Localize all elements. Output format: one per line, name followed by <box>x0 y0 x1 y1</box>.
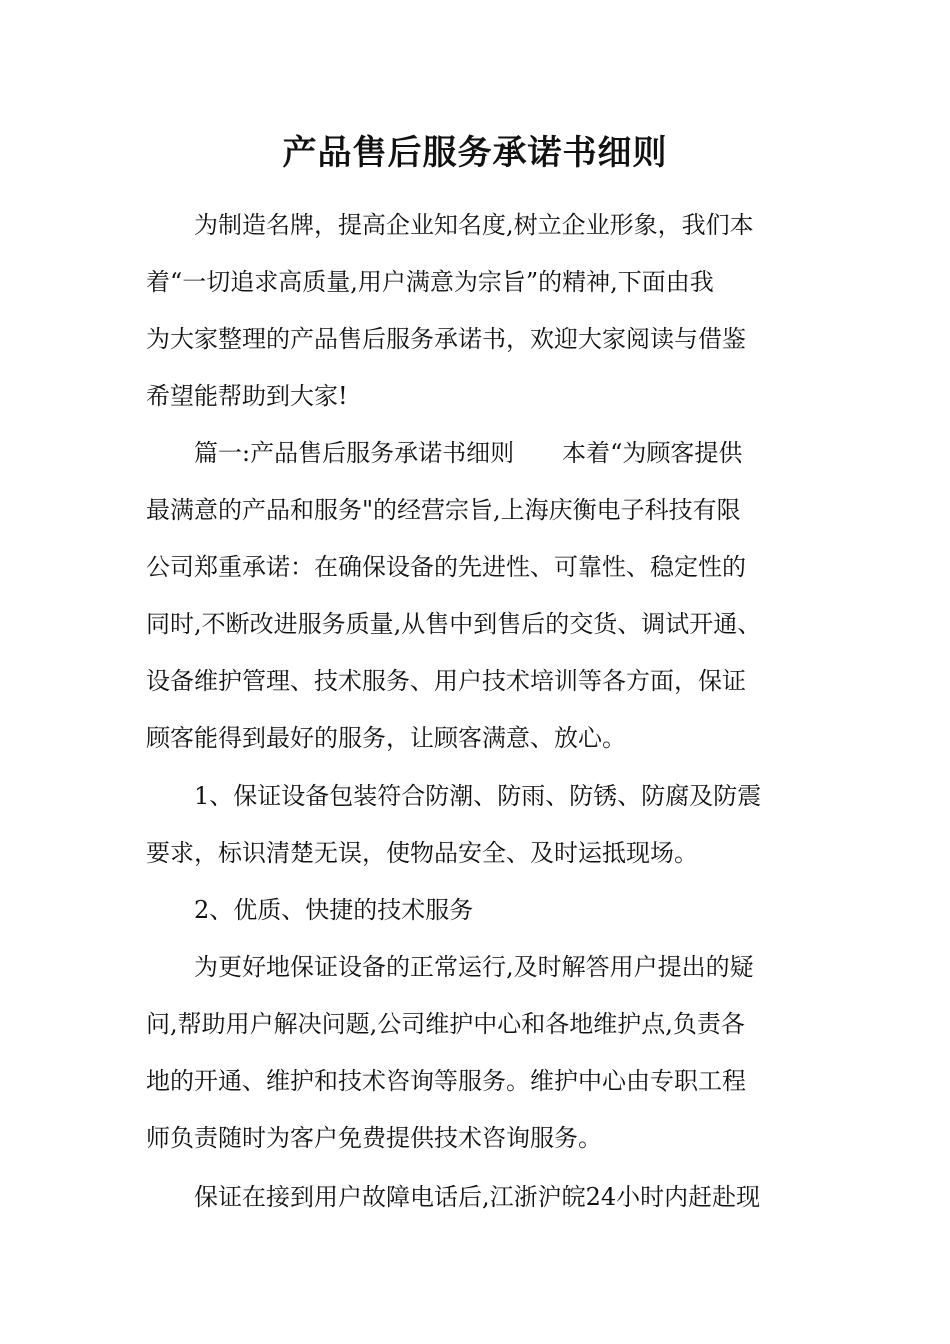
paragraph-line: 最满意的产品和服务"的经营宗旨,上海庆衡电子科技有限 <box>146 496 741 524</box>
paragraph-line: 同时,不断改进服务质量,从售中到售后的交货、调试开通、 <box>146 610 762 638</box>
paragraph-line: 顾客能得到最好的服务，让顾客满意、放心。 <box>146 724 626 752</box>
paragraph-line: 问,帮助用户解决问题,公司维护中心和各地维护点,负责各 <box>146 1010 745 1038</box>
paragraph-line: 公司郑重承诺：在确保设备的先进性、可靠性、稳定性的 <box>146 553 746 581</box>
paragraph-line: 为大家整理的产品售后服务承诺书，欢迎大家阅读与借鉴 <box>146 325 746 353</box>
paragraph-line: 着“一切追求高质量,用户满意为宗旨”的精神,下面由我 <box>146 268 714 296</box>
paragraph-line: 保证在接到用户故障电话后,江浙沪皖24小时内赶赴现 <box>194 1183 761 1211</box>
paragraph-line: 1、保证设备包装符合防潮、防雨、防锈、防腐及防震 <box>194 782 762 810</box>
paragraph-line: 篇一:产品售后服务承诺书细则 本着“为顾客提供 <box>194 439 743 467</box>
paragraph-line: 设备维护管理、技术服务、用户技术培训等各方面，保证 <box>146 667 746 695</box>
paragraph-line: 希望能帮助到大家! <box>146 382 348 410</box>
paragraph-line: 要求，标识清楚无误，使物品安全、及时运抵现场。 <box>146 839 698 867</box>
paragraph-line: 地的开通、维护和技术咨询等服务。维护中心由专职工程 <box>146 1067 746 1095</box>
paragraph-line: 为更好地保证设备的正常运行,及时解答用户提出的疑 <box>194 953 754 981</box>
paragraph-line: 师负责随时为客户免费提供技术咨询服务。 <box>146 1124 602 1152</box>
paragraph-line: 为制造名牌，提高企业知名度,树立企业形象，我们本 <box>194 211 754 239</box>
document-title: 产品售后服务承诺书细则 <box>282 133 668 173</box>
paragraph-line: 2、优质、快捷的技术服务 <box>194 896 474 924</box>
